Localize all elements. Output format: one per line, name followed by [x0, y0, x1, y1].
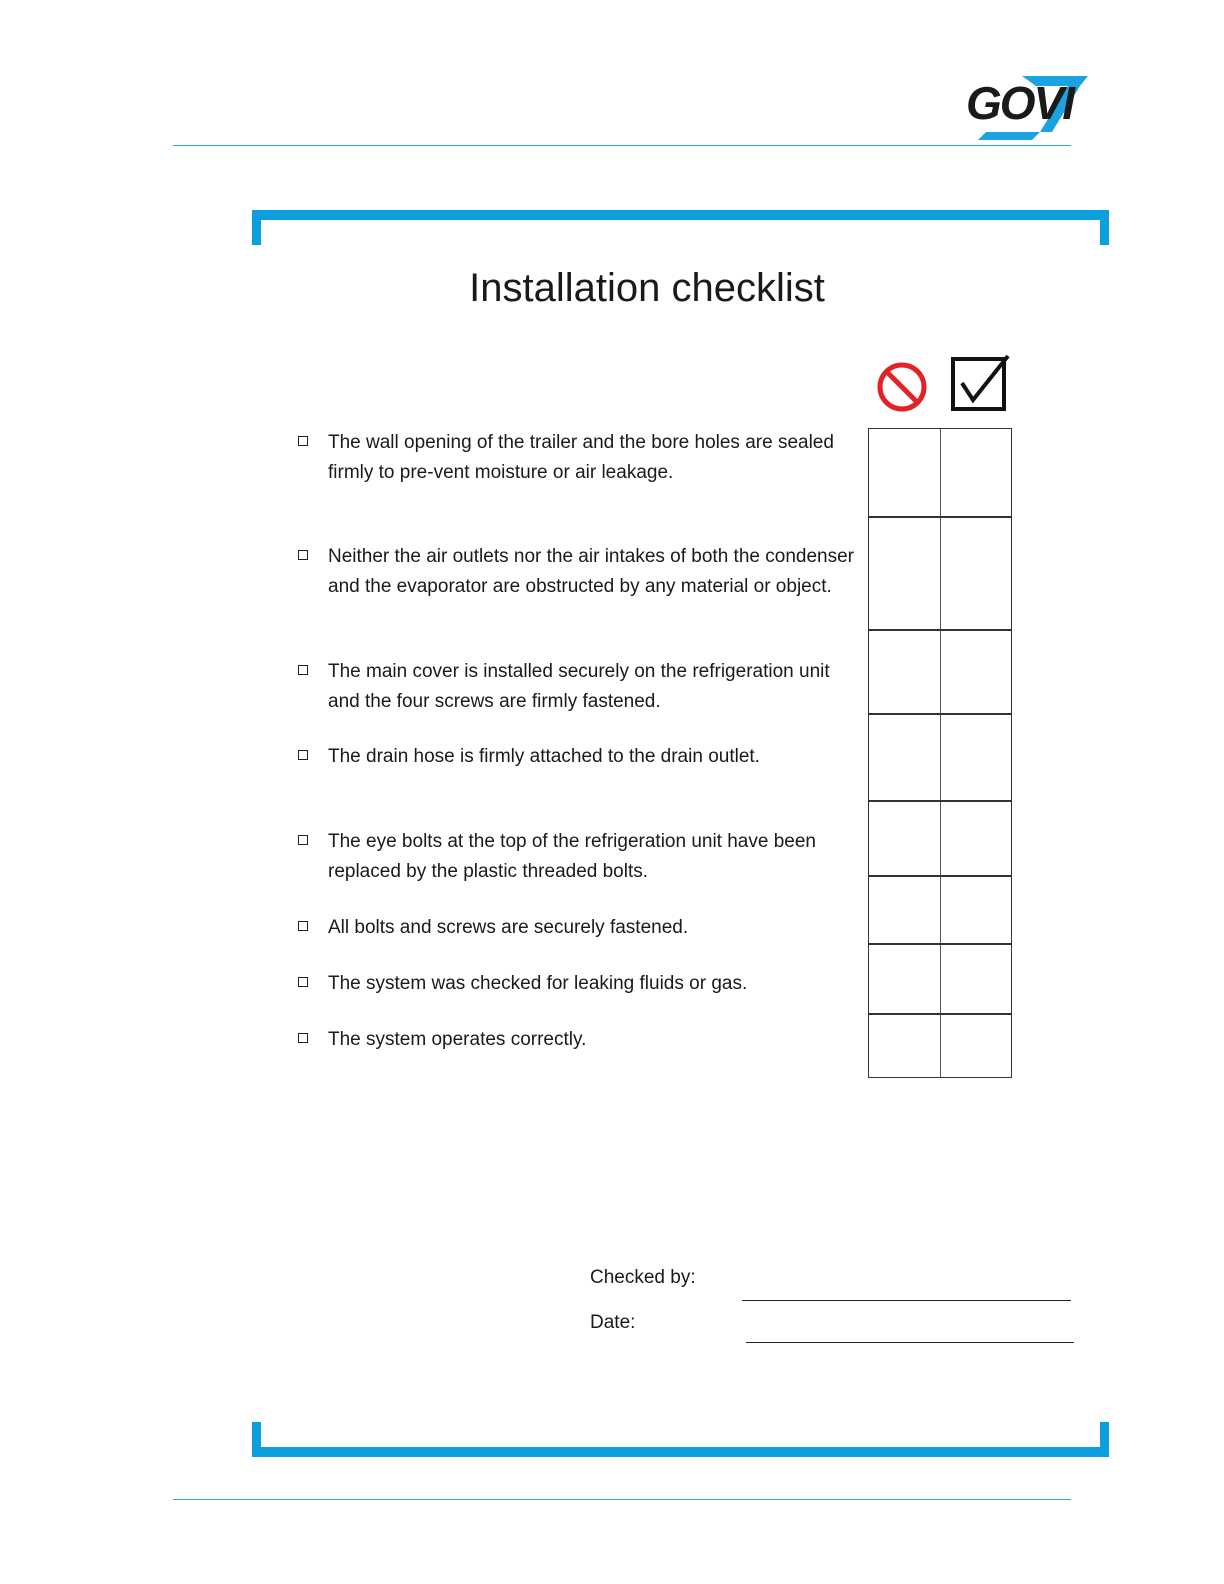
grid-row-divider: [869, 943, 1011, 945]
page-title: Installation checklist: [469, 266, 825, 310]
checked-by-label: Checked by:: [590, 1267, 696, 1288]
item-checkbox[interactable]: [298, 665, 308, 675]
bottom-bracket: [252, 1422, 1109, 1457]
item-text: The system was checked for leaking fluids or gas.: [328, 973, 748, 994]
item-checkbox[interactable]: [298, 1033, 308, 1043]
logo-text: GOVI: [966, 77, 1074, 129]
header-rule: [173, 145, 1071, 146]
date-line[interactable]: [746, 1342, 1074, 1343]
checkmark-box-icon: [950, 353, 1012, 413]
grid-column-divider: [940, 429, 941, 1077]
grid-row-divider: [869, 1013, 1011, 1015]
item-checkbox[interactable]: [298, 921, 308, 931]
date-label: Date:: [590, 1312, 636, 1333]
item-text: The wall opening of the trailer and the bore holes are sealed firmly to pre-vent moisture or air leakage.: [328, 432, 834, 483]
item-text: The drain hose is firmly attached to the drain outlet.: [328, 746, 760, 767]
checked-by-line[interactable]: [742, 1300, 1071, 1301]
grid-row-divider: [869, 713, 1011, 715]
item-text: The eye bolts at the top of the refrigeration unit have been replaced by the plastic threaded bolts.: [328, 831, 816, 882]
grid-row-divider: [869, 516, 1011, 518]
grid-row-divider: [869, 875, 1011, 877]
grid-row-divider: [869, 629, 1011, 631]
item-checkbox[interactable]: [298, 750, 308, 760]
item-checkbox[interactable]: [298, 835, 308, 845]
item-checkbox[interactable]: [298, 550, 308, 560]
item-checkbox[interactable]: [298, 977, 308, 987]
item-text: All bolts and screws are securely fastened.: [328, 917, 689, 938]
item-text: The system operates correctly.: [328, 1029, 587, 1050]
item-checkbox[interactable]: [298, 436, 308, 446]
footer-rule: [173, 1499, 1071, 1500]
prohibited-icon: [876, 361, 928, 413]
check-grid: [868, 428, 1012, 1078]
item-text: The main cover is installed securely on the refrigeration unit and the four screws are firmly fastened.: [328, 661, 830, 712]
grid-row-divider: [869, 800, 1011, 802]
govi-logo: [962, 74, 1092, 142]
top-bracket: [252, 210, 1109, 245]
item-text: Neither the air outlets nor the air intakes of both the condenser and the evaporator are obstructed by any material or object.: [328, 546, 854, 597]
